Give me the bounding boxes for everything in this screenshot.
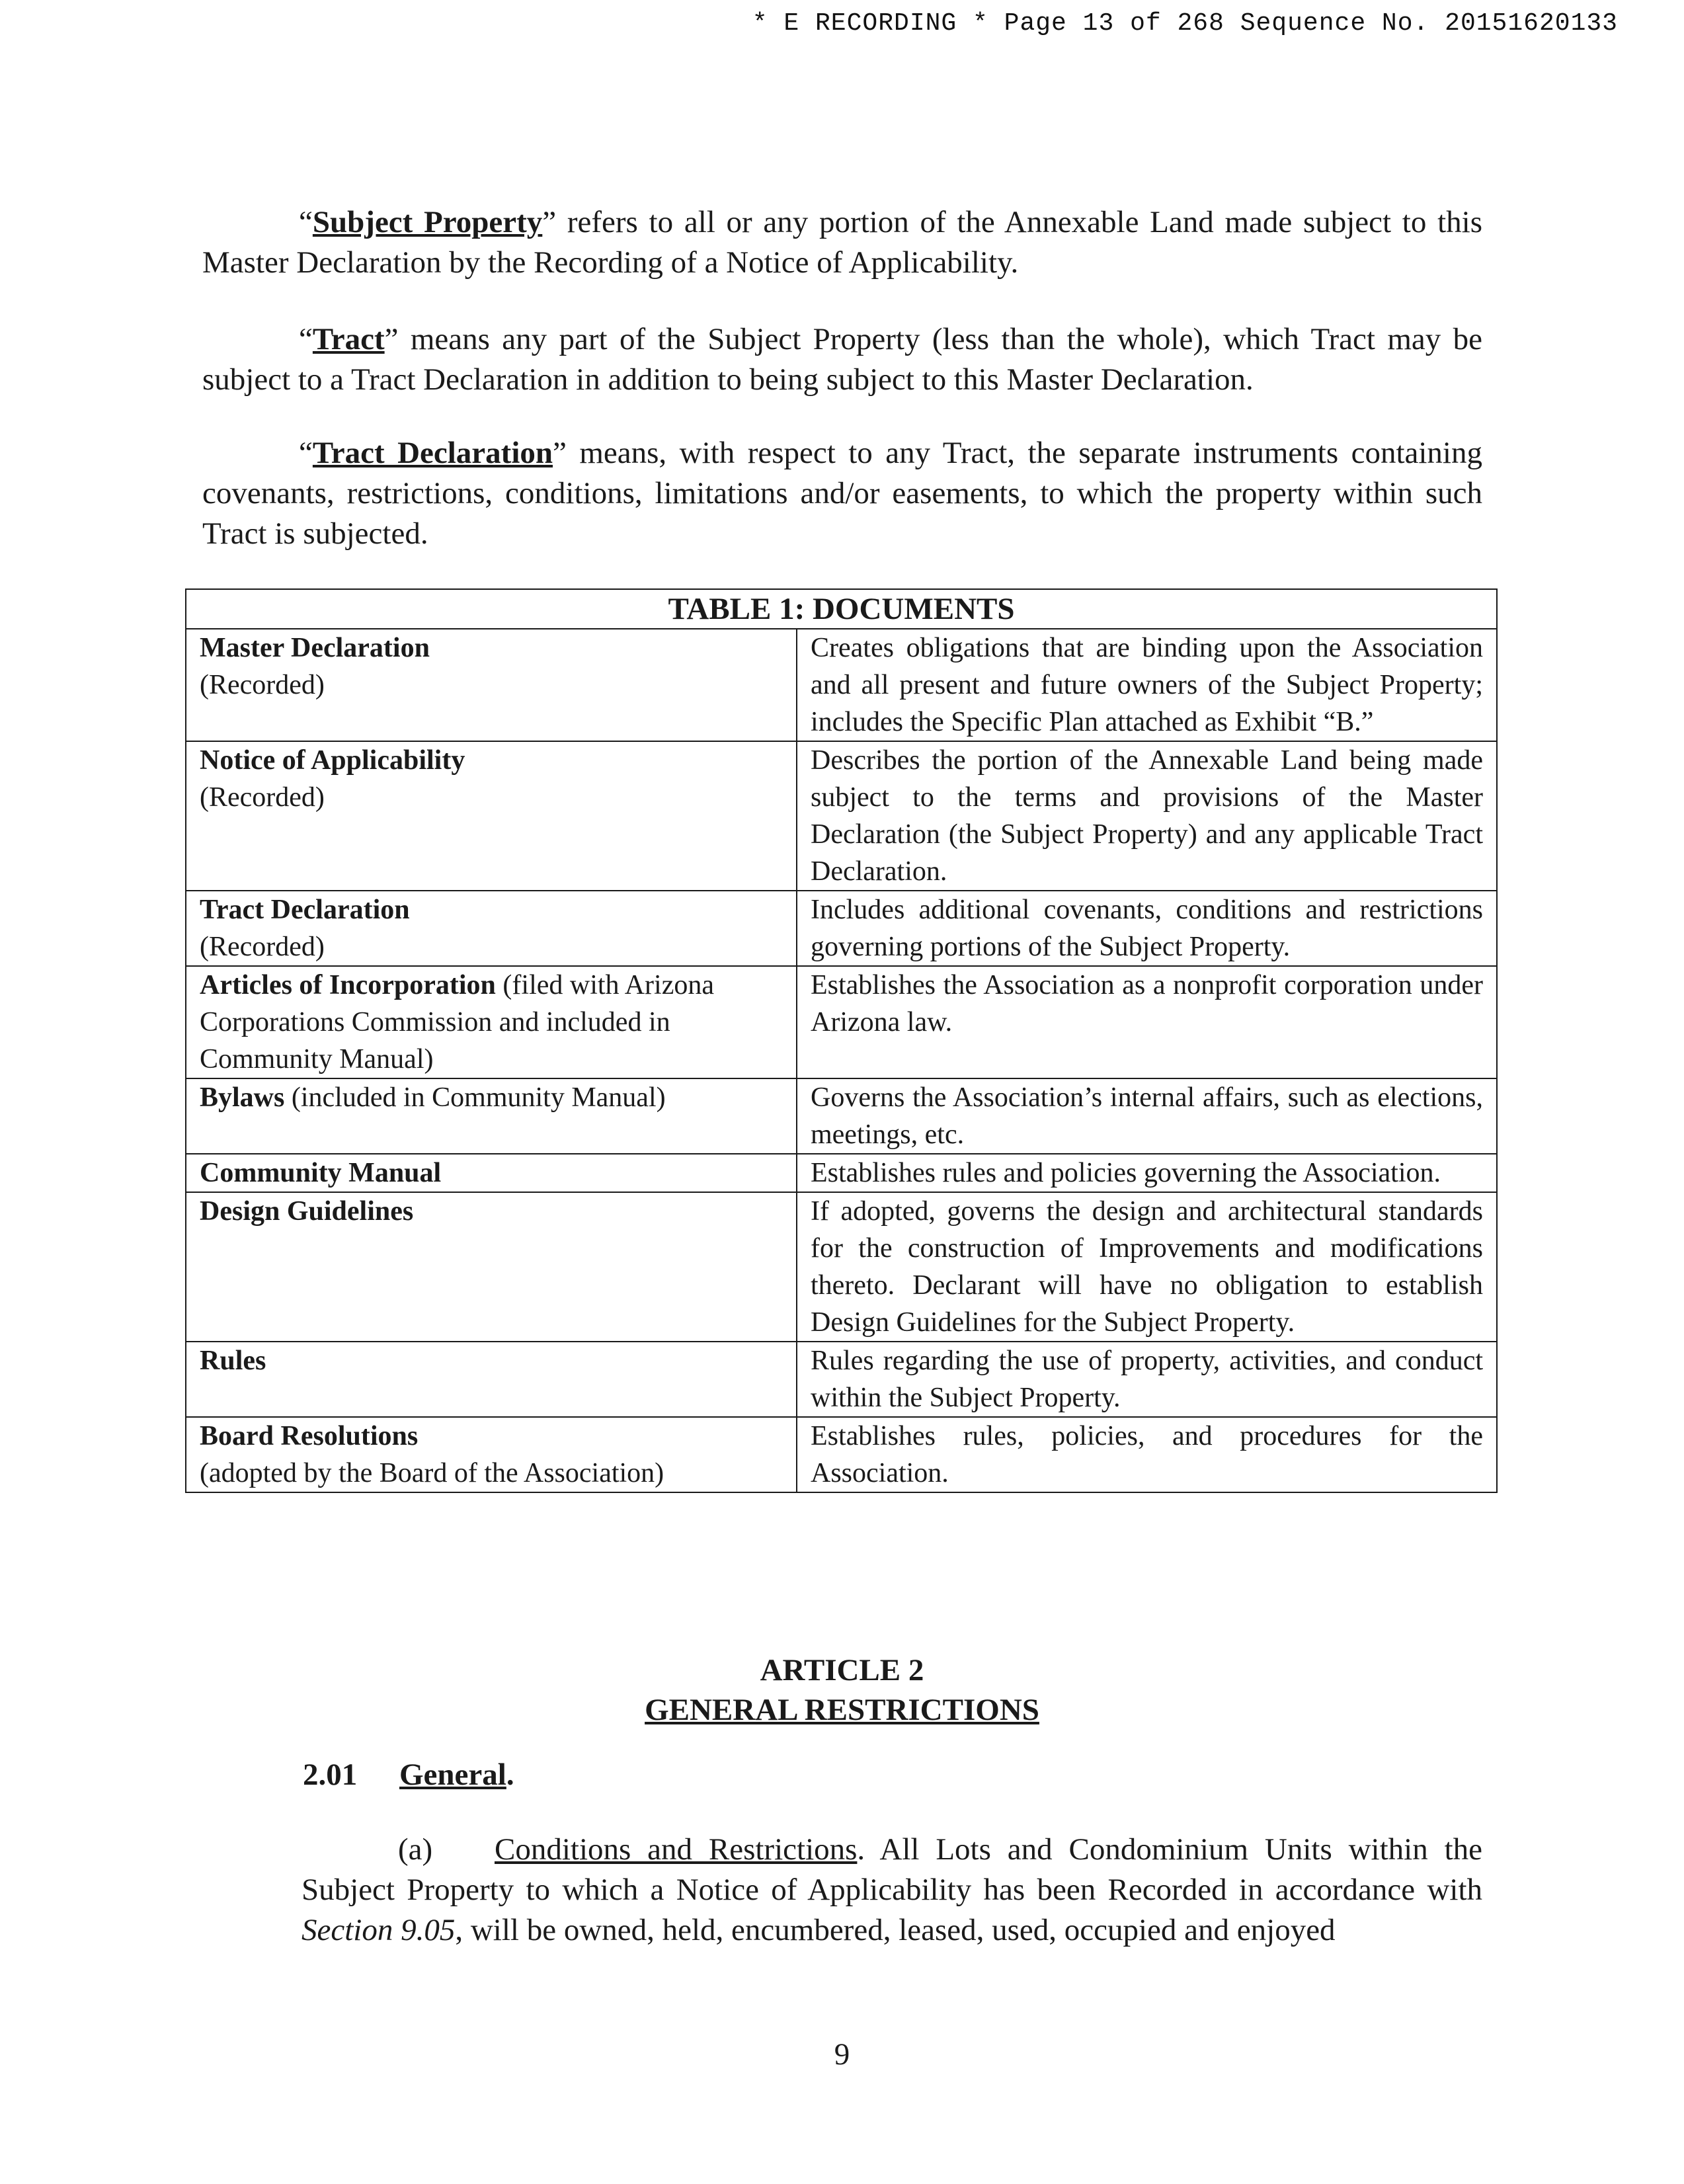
table-row	[186, 1342, 1497, 1417]
close-quote: ”	[384, 322, 399, 356]
document-description: Creates obligations that are binding upon the Association and all present and future owners of the Subject Property; includes the Specific Plan attached as Exhibit “B.”	[797, 629, 1497, 741]
article-number: ARTICLE 2	[760, 1653, 924, 1687]
table-row	[186, 1078, 1497, 1154]
document-description: Rules regarding the use of property, activities, and conduct within the Subject Property.	[797, 1342, 1497, 1417]
section-period: .	[506, 1758, 514, 1792]
document-name: Bylaws	[200, 1082, 285, 1113]
article-title-wrap	[0, 1690, 1684, 1730]
recording-header: * E RECORDING * Page 13 of 268 Sequence No. 20151620133	[752, 9, 1618, 38]
documents-table	[185, 588, 1498, 1493]
document-name-cell	[186, 1154, 797, 1192]
document-name-cell	[186, 1342, 797, 1417]
table-row	[186, 1192, 1497, 1342]
section-reference: Section 9.05	[301, 1913, 456, 1947]
document-name: Articles of Incorporation	[200, 970, 496, 1000]
page-number: 9	[834, 2037, 850, 2072]
open-quote: “	[299, 322, 313, 356]
document-name: Master Declaration	[200, 633, 430, 663]
section-title: General	[399, 1758, 506, 1792]
section-number: 2.01	[303, 1758, 358, 1792]
document-name-cell	[186, 1417, 797, 1492]
subsection-heading: Conditions and Restrictions	[495, 1832, 858, 1867]
open-quote: “	[299, 436, 313, 470]
document-description: Establishes rules and policies governing the Association.	[797, 1154, 1497, 1192]
document-name: Notice of Applicability	[200, 745, 465, 776]
document-note: (filed with Arizona Corporations Commission and included in Community Manual)	[200, 970, 714, 1074]
document-description: Establishes the Association as a nonprofit corporation under Arizona law.	[797, 966, 1497, 1078]
document-description: Describes the portion of the Annexable Land being made subject to the terms and provisions of the Master Declaration (the Subject Property) and any applicable Tract Declaration.	[797, 741, 1497, 891]
document-name: Board Resolutions	[200, 1421, 419, 1451]
subsection-label: (a)	[398, 1832, 433, 1867]
subsection-a	[301, 1830, 1482, 1951]
document-name-cell	[186, 1192, 797, 1342]
close-quote: ”	[553, 436, 567, 470]
defined-term: Tract	[312, 322, 385, 356]
table-row	[186, 891, 1497, 966]
document-name-cell	[186, 629, 797, 741]
table-row	[186, 1154, 1497, 1192]
document-name: Design Guidelines	[200, 1196, 414, 1227]
definition-subject-property	[202, 202, 1482, 283]
table-row	[186, 966, 1497, 1078]
document-name-cell	[186, 1078, 797, 1154]
definition-text: refers to all or any portion of the Annexable Land made subject to this Master Declaration by the Recording of a Notice of Applicability.	[202, 205, 1482, 280]
document-name: Tract Declaration	[200, 895, 410, 925]
document-name: Rules	[200, 1346, 266, 1376]
open-quote: “	[299, 205, 313, 239]
definition-tract-declaration	[202, 433, 1482, 554]
table-row	[186, 1417, 1497, 1492]
article-title: GENERAL RESTRICTIONS	[645, 1693, 1039, 1727]
document-note: (Recorded)	[200, 782, 325, 813]
document-note: (Recorded)	[200, 932, 325, 962]
document-description: If adopted, governs the design and architectural standards for the construction of Improvements and modifications thereto. Declarant will have no obligation to establish Design Guidelines for the Subject Property.	[797, 1192, 1497, 1342]
defined-term: Tract Declaration	[312, 436, 553, 470]
subsection-text: . All Lots and Condominium Units within the Subject Property to which a Notice of Applicability has been Recorded in accordance with	[301, 1832, 1482, 1907]
document-name-cell	[186, 966, 797, 1078]
document-name: Community Manual	[200, 1158, 442, 1188]
document-description: Includes additional covenants, conditions and restrictions governing portions of the Subject Property.	[797, 891, 1497, 966]
table-title-row	[186, 589, 1497, 629]
definition-tract	[202, 319, 1482, 400]
document-description: Establishes rules, policies, and procedures for the Association.	[797, 1417, 1497, 1492]
table-row	[186, 741, 1497, 891]
document-note: (Recorded)	[200, 670, 325, 700]
section-heading	[303, 1755, 514, 1795]
table-row	[186, 629, 1497, 741]
document-note: (adopted by the Board of the Association)	[200, 1458, 664, 1488]
definition-text: means any part of the Subject Property (less than the whole), which Tract may be subject to a Tract Declaration in addition to being subject to this Master Declaration.	[202, 322, 1482, 397]
definition-text: means, with respect to any Tract, the separate instruments containing covenants, restrictions, conditions, limitations and/or easements, to which the property within such Tract is subjected.	[202, 436, 1482, 551]
close-quote: ”	[542, 205, 557, 239]
table-title: TABLE 1: DOCUMENTS	[186, 589, 1497, 629]
subsection-text-continued: , will be owned, held, encumbered, leased, used, occupied and enjoyed	[455, 1913, 1336, 1947]
document-name-cell	[186, 891, 797, 966]
document-description: Governs the Association’s internal affairs, such as elections, meetings, etc.	[797, 1078, 1497, 1154]
document-note: (included in Community Manual)	[284, 1082, 666, 1113]
defined-term: Subject Property	[312, 205, 543, 239]
document-name-cell	[186, 741, 797, 891]
